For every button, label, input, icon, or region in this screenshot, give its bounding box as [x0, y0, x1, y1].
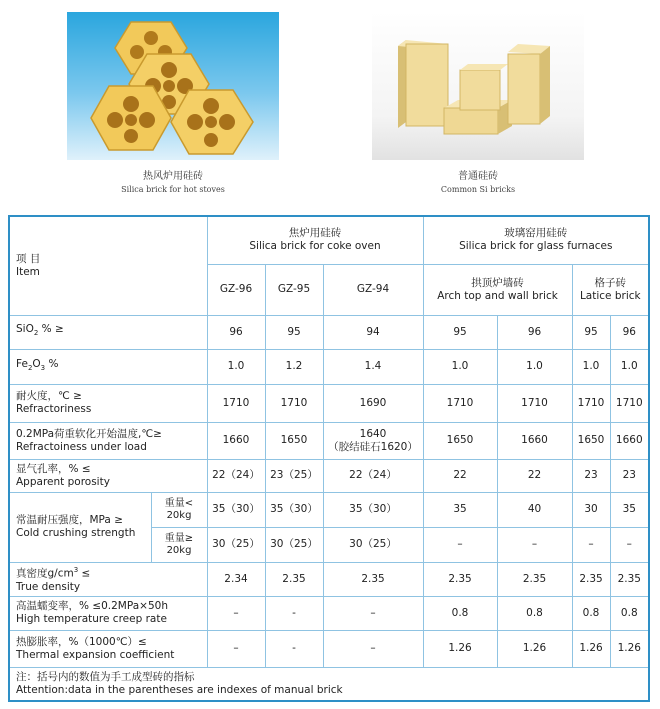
refractoriness-value: 1710: [207, 384, 265, 422]
porosity-value: 22: [497, 459, 572, 492]
ccs-weight-light-zh: 重量<: [164, 497, 194, 509]
fe2o3-label-text: Fe: [16, 357, 28, 370]
creep-value: 0.8: [610, 596, 649, 630]
item-header-en: Item: [16, 265, 40, 278]
arch-brick-header-zh: 拱顶炉墙砖: [471, 276, 524, 289]
coke-oven-header-en: Silica brick for coke oven: [249, 240, 381, 253]
sio2-value: 96: [610, 315, 649, 349]
true-density-value: 2.35: [497, 562, 572, 596]
ccs-value: 35（30）: [265, 492, 323, 527]
creep-label-zh: 高温蠕变率，% ≤0.2MPa×50h: [16, 600, 168, 612]
rul-value: 1650: [423, 422, 497, 459]
true-density-value: 2.35: [265, 562, 323, 596]
true-density-label-sup: 3: [73, 566, 79, 575]
ccs-weight-light: [151, 492, 207, 527]
fe2o3-value: 1.0: [572, 349, 610, 384]
porosity-value: 23（25）: [265, 459, 323, 492]
fe2o3-label-mid: O: [32, 357, 41, 370]
fe2o3-value: 1.4: [323, 349, 423, 384]
spec-table: [8, 215, 650, 702]
rul-value: 1660: [610, 422, 649, 459]
porosity-label: [9, 459, 207, 492]
fe2o3-label-sub1: 2: [27, 364, 33, 373]
sio2-value: 94: [323, 315, 423, 349]
creep-value: 0.8: [497, 596, 572, 630]
rul-value-gz94: 1640: [359, 427, 387, 440]
rul-label-en: Refractoiness under load: [16, 440, 147, 453]
ccs-value: 40: [497, 492, 572, 527]
rul-value: 1660: [207, 422, 265, 459]
porosity-value: 23: [572, 459, 610, 492]
table-note-en: Attention:data in the parentheses are indexes of manual brick: [16, 683, 343, 696]
table-note-zh: 注：括号内的数值为手工成型砖的指标: [16, 670, 195, 683]
rul-value: [323, 422, 423, 459]
true-density-label-zh-text: 真密度g/cm: [16, 567, 74, 580]
brick-standing-right: [508, 44, 550, 124]
porosity-value: 22（24）: [207, 459, 265, 492]
creep-value: 0.8: [423, 596, 497, 630]
refractoriness-value: 1710: [423, 384, 497, 422]
ccs-value: 35: [610, 492, 649, 527]
expansion-value: 1.26: [497, 630, 572, 667]
table-row-thermal-expansion: [9, 630, 649, 667]
ccs-value: –: [423, 527, 497, 562]
porosity-value: 22（24）: [323, 459, 423, 492]
expansion-value: –: [323, 630, 423, 667]
brick-standing-left: [398, 40, 448, 128]
lattice-brick-header-zh: 格子砖: [594, 276, 627, 289]
ccs-weight-heavy-en: 20kg: [166, 544, 192, 556]
table-row-sio2: [9, 315, 649, 349]
fe2o3-value: 1.0: [497, 349, 572, 384]
true-density-label: [9, 562, 207, 596]
refractoriness-value: 1710: [610, 384, 649, 422]
coke-oven-header-zh: 焦炉用硅砖: [288, 227, 342, 240]
ccs-weight-heavy: [151, 527, 207, 562]
hot-stove-caption-en: Silica brick for hot stoves: [121, 185, 225, 194]
refractoriness-label-en: Refractoriness: [16, 403, 92, 415]
item-header: [9, 216, 207, 315]
ccs-label: [9, 492, 151, 562]
creep-value: -: [265, 596, 323, 630]
arch-brick-header-en: Arch top and wall brick: [437, 289, 558, 302]
ccs-label-zh: 常温耐压强度，MPa ≥: [16, 514, 123, 526]
true-density-value: 2.35: [572, 562, 610, 596]
common-brick-photo: [372, 12, 584, 160]
porosity-value: 22: [423, 459, 497, 492]
fe2o3-value: 1.0: [207, 349, 265, 384]
fe2o3-value: 1.0: [423, 349, 497, 384]
ccs-weight-heavy-zh: 重量≥: [164, 532, 194, 544]
hex-brick-left: [91, 86, 171, 150]
true-density-value: 2.35: [323, 562, 423, 596]
sio2-value: 95: [572, 315, 610, 349]
table-row-creep: [9, 596, 649, 630]
porosity-label-en: Apparent porosity: [16, 475, 110, 488]
sio2-value: 95: [265, 315, 323, 349]
true-density-value: 2.35: [610, 562, 649, 596]
lattice-brick-header-en: Latice brick: [579, 289, 641, 302]
table-row-refractoriness-under-load: [9, 422, 649, 459]
rul-label-zh: 0.2MPa荷重软化开始温度,℃≥: [16, 427, 162, 440]
glass-furnace-header-zh: 玻璃窑用硅砖: [504, 227, 568, 240]
true-density-label-zh: [16, 564, 205, 581]
common-brick-illustration: [372, 12, 584, 160]
fe2o3-label-sub2: 3: [40, 364, 46, 373]
expansion-value: -: [265, 630, 323, 667]
hot-stove-caption-zh: 热风炉用硅砖: [143, 171, 203, 182]
common-brick-caption-en: Common Si bricks: [440, 185, 516, 194]
sio2-label-tail: % ≥: [38, 323, 64, 336]
rul-value: 1650: [572, 422, 610, 459]
table-row-note: [9, 667, 649, 701]
expansion-value: –: [207, 630, 265, 667]
true-density-value: 2.35: [423, 562, 497, 596]
fe2o3-label-tail: %: [45, 357, 59, 370]
porosity-label-zh: 显气孔率，% ≤: [16, 462, 91, 475]
sio2-label-text: SiO: [16, 323, 34, 336]
true-density-label-en: True density: [16, 580, 81, 593]
sio2-value: 96: [497, 315, 572, 349]
ccs-value: –: [497, 527, 572, 562]
hot-stove-brick-illustration: [67, 12, 279, 160]
creep-label-en: High temperature creep rate: [16, 613, 167, 625]
ccs-value: –: [572, 527, 610, 562]
sio2-label-sub: 2: [33, 329, 39, 338]
expansion-label-en: Thermal expansion coefficient: [16, 648, 175, 661]
ccs-value: 35: [423, 492, 497, 527]
expansion-value: 1.26: [572, 630, 610, 667]
refractoriness-value: 1710: [572, 384, 610, 422]
creep-value: 0.8: [572, 596, 610, 630]
grade-header: GZ-94: [323, 264, 423, 315]
coke-oven-header: [207, 216, 423, 264]
rul-value-gz94-note: （胶结硅石1620）: [328, 440, 418, 453]
table-row-ccs-light: [9, 492, 649, 527]
refractoriness-value: 1710: [497, 384, 572, 422]
item-header-zh: 项 目: [16, 252, 41, 265]
ccs-value: 30（25）: [207, 527, 265, 562]
fe2o3-label: [9, 349, 207, 384]
sio2-label: [9, 315, 207, 349]
hex-brick-right: [171, 90, 253, 154]
common-brick-caption: [368, 170, 588, 196]
creep-value: –: [207, 596, 265, 630]
ccs-weight-light-en: 20kg: [166, 509, 192, 521]
ccs-value: 35（30）: [207, 492, 265, 527]
table-row-fe2o3: [9, 349, 649, 384]
refractoriness-value: 1710: [265, 384, 323, 422]
refractoriness-label: [9, 384, 207, 422]
creep-value: –: [323, 596, 423, 630]
sio2-value: 95: [423, 315, 497, 349]
glass-furnace-header: [423, 216, 649, 264]
ccs-value: –: [610, 527, 649, 562]
true-density-value: 2.34: [207, 562, 265, 596]
ccs-value: 30: [572, 492, 610, 527]
glass-furnace-header-en: Silica brick for glass furnaces: [459, 240, 613, 253]
ccs-label-en: Cold crushing strength: [16, 527, 136, 539]
ccs-value: 35（30）: [323, 492, 423, 527]
expansion-label-zh: 热膨胀率，%（1000℃）≤: [16, 635, 147, 648]
common-brick-caption-zh: 普通硅砖: [458, 171, 498, 182]
creep-label: [9, 596, 207, 630]
true-density-label-zh-tail: ≤: [78, 567, 91, 580]
rul-value: 1660: [497, 422, 572, 459]
expansion-label: [9, 630, 207, 667]
arch-brick-header: [423, 264, 572, 315]
refractoriness-value: 1690: [323, 384, 423, 422]
header-row-1: [9, 216, 649, 264]
table-row-porosity: [9, 459, 649, 492]
refractoriness-label-zh: 耐火度，℃ ≥: [16, 390, 82, 402]
expansion-value: 1.26: [423, 630, 497, 667]
porosity-value: 23: [610, 459, 649, 492]
grade-header: GZ-96: [207, 264, 265, 315]
ccs-value: 30（25）: [323, 527, 423, 562]
ccs-value: 30（25）: [265, 527, 323, 562]
grade-header: GZ-95: [265, 264, 323, 315]
rul-value: 1650: [265, 422, 323, 459]
hot-stove-caption: [63, 170, 283, 196]
table-row-refractoriness: [9, 384, 649, 422]
rul-label: [9, 422, 207, 459]
fe2o3-value: 1.0: [610, 349, 649, 384]
table-row-true-density: [9, 562, 649, 596]
expansion-value: 1.26: [610, 630, 649, 667]
fe2o3-value: 1.2: [265, 349, 323, 384]
sio2-value: 96: [207, 315, 265, 349]
lattice-brick-header: [572, 264, 649, 315]
hot-stove-brick-photo: [67, 12, 279, 160]
table-note: [9, 667, 649, 701]
